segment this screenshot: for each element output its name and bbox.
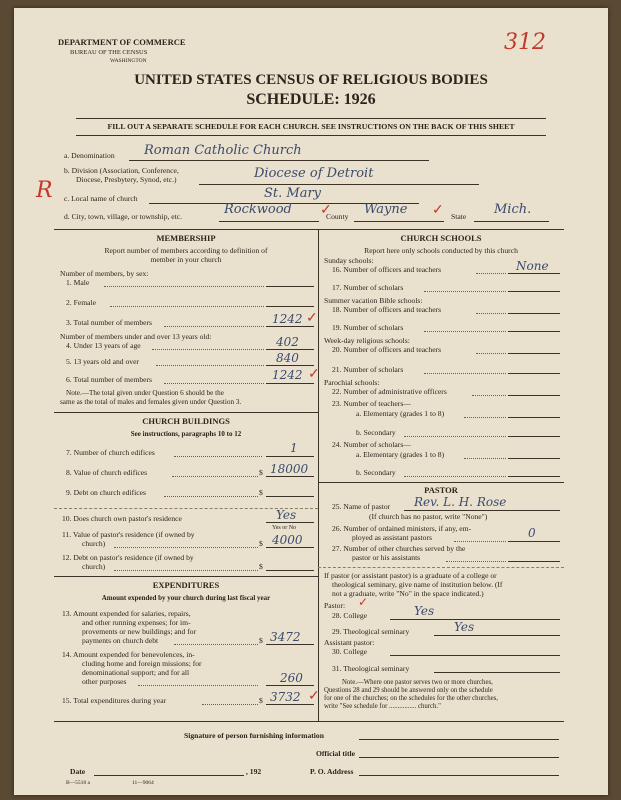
assistant-pastor-label: Assistant pastor:: [324, 638, 375, 647]
q10-hint: Yes or No: [272, 525, 297, 531]
form-number: B—5518 a: [66, 780, 90, 786]
q26-label-1: 26. Number of ordained ministers, if any, em-: [332, 524, 472, 533]
q11-label-2: church): [82, 539, 106, 548]
weekday-schools-label: Week-day religious schools:: [324, 336, 410, 345]
signature-label: Signature of person furnishing information: [184, 731, 324, 740]
q15-value: 3732: [270, 690, 301, 704]
q29-label: 29. Theological seminary: [332, 627, 410, 636]
q28-value: Yes: [414, 604, 435, 618]
census-schedule-sheet: [14, 8, 608, 795]
membership-title: MEMBERSHIP: [156, 233, 216, 243]
division-value: Diocese of Detroit: [254, 166, 374, 181]
q25-hint: (If church has no pastor, write "None"): [369, 512, 488, 521]
schools-title: CHURCH SCHOOLS: [400, 233, 482, 243]
q27-label-2: pastor or his assistants: [352, 553, 421, 562]
q8-value: 18000: [270, 462, 309, 476]
margin-mark: R: [36, 178, 53, 203]
q24a-label: a. Elementary (grades 1 to 8): [356, 450, 445, 459]
q4-label: 4. Under 13 years of age: [66, 341, 141, 350]
date-label: Date: [70, 767, 86, 776]
pastor-note-3: for one of the churches; on the schedules for the other churches,: [324, 695, 499, 702]
county-value: Wayne: [364, 202, 408, 217]
dollar-sign: $: [259, 468, 263, 477]
q23-label: 23. Number of teachers—: [332, 399, 411, 408]
expenditures-subtitle: Amount expended by your church during last fiscal year: [101, 594, 271, 602]
expenditures-title: EXPENDITURES: [152, 580, 220, 590]
check-mark-icon: ✓: [432, 202, 444, 218]
graduate-note-2: theological seminary, give name of institution below. (If: [332, 580, 503, 589]
q29-value: Yes: [454, 620, 475, 634]
sunday-schools-label: Sunday schools:: [324, 256, 374, 265]
check-mark-icon: ✓: [308, 688, 320, 704]
q4-value: 402: [276, 335, 299, 349]
form-title: UNITED STATES CENSUS OF RELIGIOUS BODIES: [134, 72, 488, 88]
county-label: County: [326, 212, 349, 221]
membership-note-2: same as the total of males and females given under Question 3.: [60, 398, 242, 406]
q10-value: Yes: [276, 508, 297, 522]
q16-value: None: [516, 259, 549, 273]
dollar-sign: $: [259, 562, 263, 571]
pastor-note-4: write "See schedule for ................ church.": [324, 703, 441, 710]
q13-label-2: and other running expenses; for im-: [82, 618, 191, 627]
q26-value: 0: [528, 526, 536, 540]
q9-label: 9. Debt on church edifices: [66, 488, 146, 497]
po-address-label: P. O. Address: [310, 767, 354, 776]
q13-label-3: provements or new buildings; and for: [82, 627, 197, 636]
q19-label: 19. Number of scholars: [332, 323, 404, 332]
buildings-subtitle: See instructions, paragraphs 10 to 12: [130, 430, 242, 438]
pastor-label: Pastor:: [324, 601, 346, 610]
q5-label: 5. 13 years old and over: [66, 357, 139, 366]
check-mark-icon: ✓: [306, 310, 318, 326]
q3-label: 3. Total number of members: [66, 318, 153, 327]
denomination-value: Roman Catholic Church: [144, 143, 302, 158]
check-mark-icon: ✓: [358, 595, 369, 609]
vacation-schools-label: Summer vacation Bible schools:: [324, 296, 423, 305]
city-value: Rockwood: [224, 202, 292, 217]
q6-value: 1242: [272, 368, 303, 382]
q23a-label: a. Elementary (grades 1 to 8): [356, 409, 445, 418]
q25-label: 25. Name of pastor: [332, 502, 391, 511]
q7-value: 1: [290, 441, 298, 455]
q23b-label: b. Secondary: [356, 428, 396, 437]
bureau-name: BUREAU OF THE CENSUS: [70, 49, 148, 56]
local-name-value: St. Mary: [264, 186, 322, 201]
buildings-title: CHURCH BUILDINGS: [142, 416, 230, 426]
q26-label-2: ployed as assistant pastors: [352, 533, 432, 542]
q8-label: 8. Value of church edifices: [66, 468, 148, 477]
dollar-sign: $: [259, 539, 263, 548]
membership-intro-1: Report number of members according to definition of: [104, 246, 268, 255]
q30-label: 30. College: [332, 647, 368, 656]
q14-value: 260: [280, 671, 303, 685]
q7-label: 7. Number of church edifices: [66, 448, 155, 457]
city-label: d. City, town, village, or township, etc.: [64, 212, 183, 221]
local-name-label: c. Local name of church: [64, 194, 138, 203]
q13-value: 3472: [270, 630, 301, 644]
graduate-note-3: not a graduate, write "No" in the space indicated.): [332, 589, 484, 598]
q1-label: 1. Male: [66, 278, 90, 287]
official-title-label: Official title: [316, 749, 356, 758]
division-label-1: b. Division (Association, Conference,: [64, 166, 179, 175]
q16-label: 16. Number of officers and teachers: [332, 265, 442, 274]
q27-label-1: 27. Number of other churches served by the: [332, 544, 466, 553]
form-instruction: FILL OUT A SEPARATE SCHEDULE FOR EACH CHURCH. SEE INSTRUCTIONS ON THE BACK OF THIS SHEET: [107, 122, 515, 131]
membership-intro-2: member in your church: [150, 255, 222, 264]
q3-value: 1242: [272, 312, 303, 326]
q21-label: 21. Number of scholars: [332, 365, 404, 374]
q24-label: 24. Number of scholars—: [332, 440, 411, 449]
q14-label-4: other purposes: [82, 677, 127, 686]
pastor-note-1: Note.—Where one pastor serves two or more churches,: [342, 679, 493, 686]
age-intro: Number of members under and over 13 years old:: [60, 332, 212, 341]
department-name: DEPARTMENT OF COMMERCE: [58, 37, 186, 47]
form-subtitle: SCHEDULE: 1926: [246, 91, 376, 108]
q11-label-1: 11. Value of pastor's residence (if owned by: [62, 530, 195, 539]
q11-value: 4000: [272, 533, 303, 547]
q17-label: 17. Number of scholars: [332, 283, 404, 292]
q6-label: 6. Total number of members: [66, 375, 153, 384]
q18-label: 18. Number of officers and teachers: [332, 305, 442, 314]
members-by-sex-label: Number of members, by sex:: [60, 269, 149, 278]
q15-label: 15. Total expenditures during year: [62, 696, 167, 705]
dollar-sign: $: [259, 696, 263, 705]
graduate-note-1: If pastor (or assistant pastor) is a graduate of a college or: [324, 571, 497, 580]
q5-value: 840: [276, 351, 299, 365]
pastor-note-2: Questions 28 and 29 should be answered only on the schedule: [324, 687, 493, 694]
q24b-label: b. Secondary: [356, 468, 396, 477]
q20-label: 20. Number of officers and teachers: [332, 345, 442, 354]
q25-value: Rev. L. H. Rose: [414, 495, 507, 509]
city-name: WASHINGTON: [110, 58, 147, 64]
parochial-schools-label: Parochial schools:: [324, 378, 380, 387]
state-value: Mich.: [494, 202, 532, 217]
check-mark-icon: ✓: [320, 202, 332, 218]
schools-subtitle: Report here only schools conducted by this church: [364, 246, 518, 255]
q31-label: 31. Theological seminary: [332, 664, 410, 673]
q2-label: 2. Female: [66, 298, 96, 307]
dollar-sign: $: [259, 636, 263, 645]
state-label: State: [451, 212, 467, 221]
q13-label-1: 13. Amount expended for salaries, repairs,: [62, 609, 191, 618]
q12-label-2: church): [82, 562, 106, 571]
pastor-title: PASTOR: [424, 485, 458, 495]
q10-label: 10. Does church own pastor's residence: [62, 514, 182, 523]
print-number: 11—9064: [132, 780, 154, 786]
corner-number: 312: [504, 30, 546, 55]
denomination-label: a. Denomination: [64, 151, 115, 160]
year-label: , 192: [246, 767, 262, 776]
q14-label-1: 14. Amount expended for benevolences, in-: [62, 650, 195, 659]
q22-label: 22. Number of administrative officers: [332, 387, 447, 396]
q12-label-1: 12. Debt on pastor's residence (if owned by: [62, 553, 194, 562]
check-mark-icon: ✓: [308, 366, 320, 382]
q14-label-2: cluding home and foreign missions; for: [82, 659, 202, 668]
division-label-2: Diocese, Presbytery, Synod, etc.): [76, 175, 177, 184]
q13-label-4: payments on church debt: [82, 636, 159, 645]
q28-label: 28. College: [332, 611, 368, 620]
dollar-sign: $: [259, 488, 263, 497]
q14-label-3: denominational support; and for all: [82, 668, 190, 677]
membership-note-1: Note.—The total given under Question 6 should be the: [66, 389, 224, 397]
